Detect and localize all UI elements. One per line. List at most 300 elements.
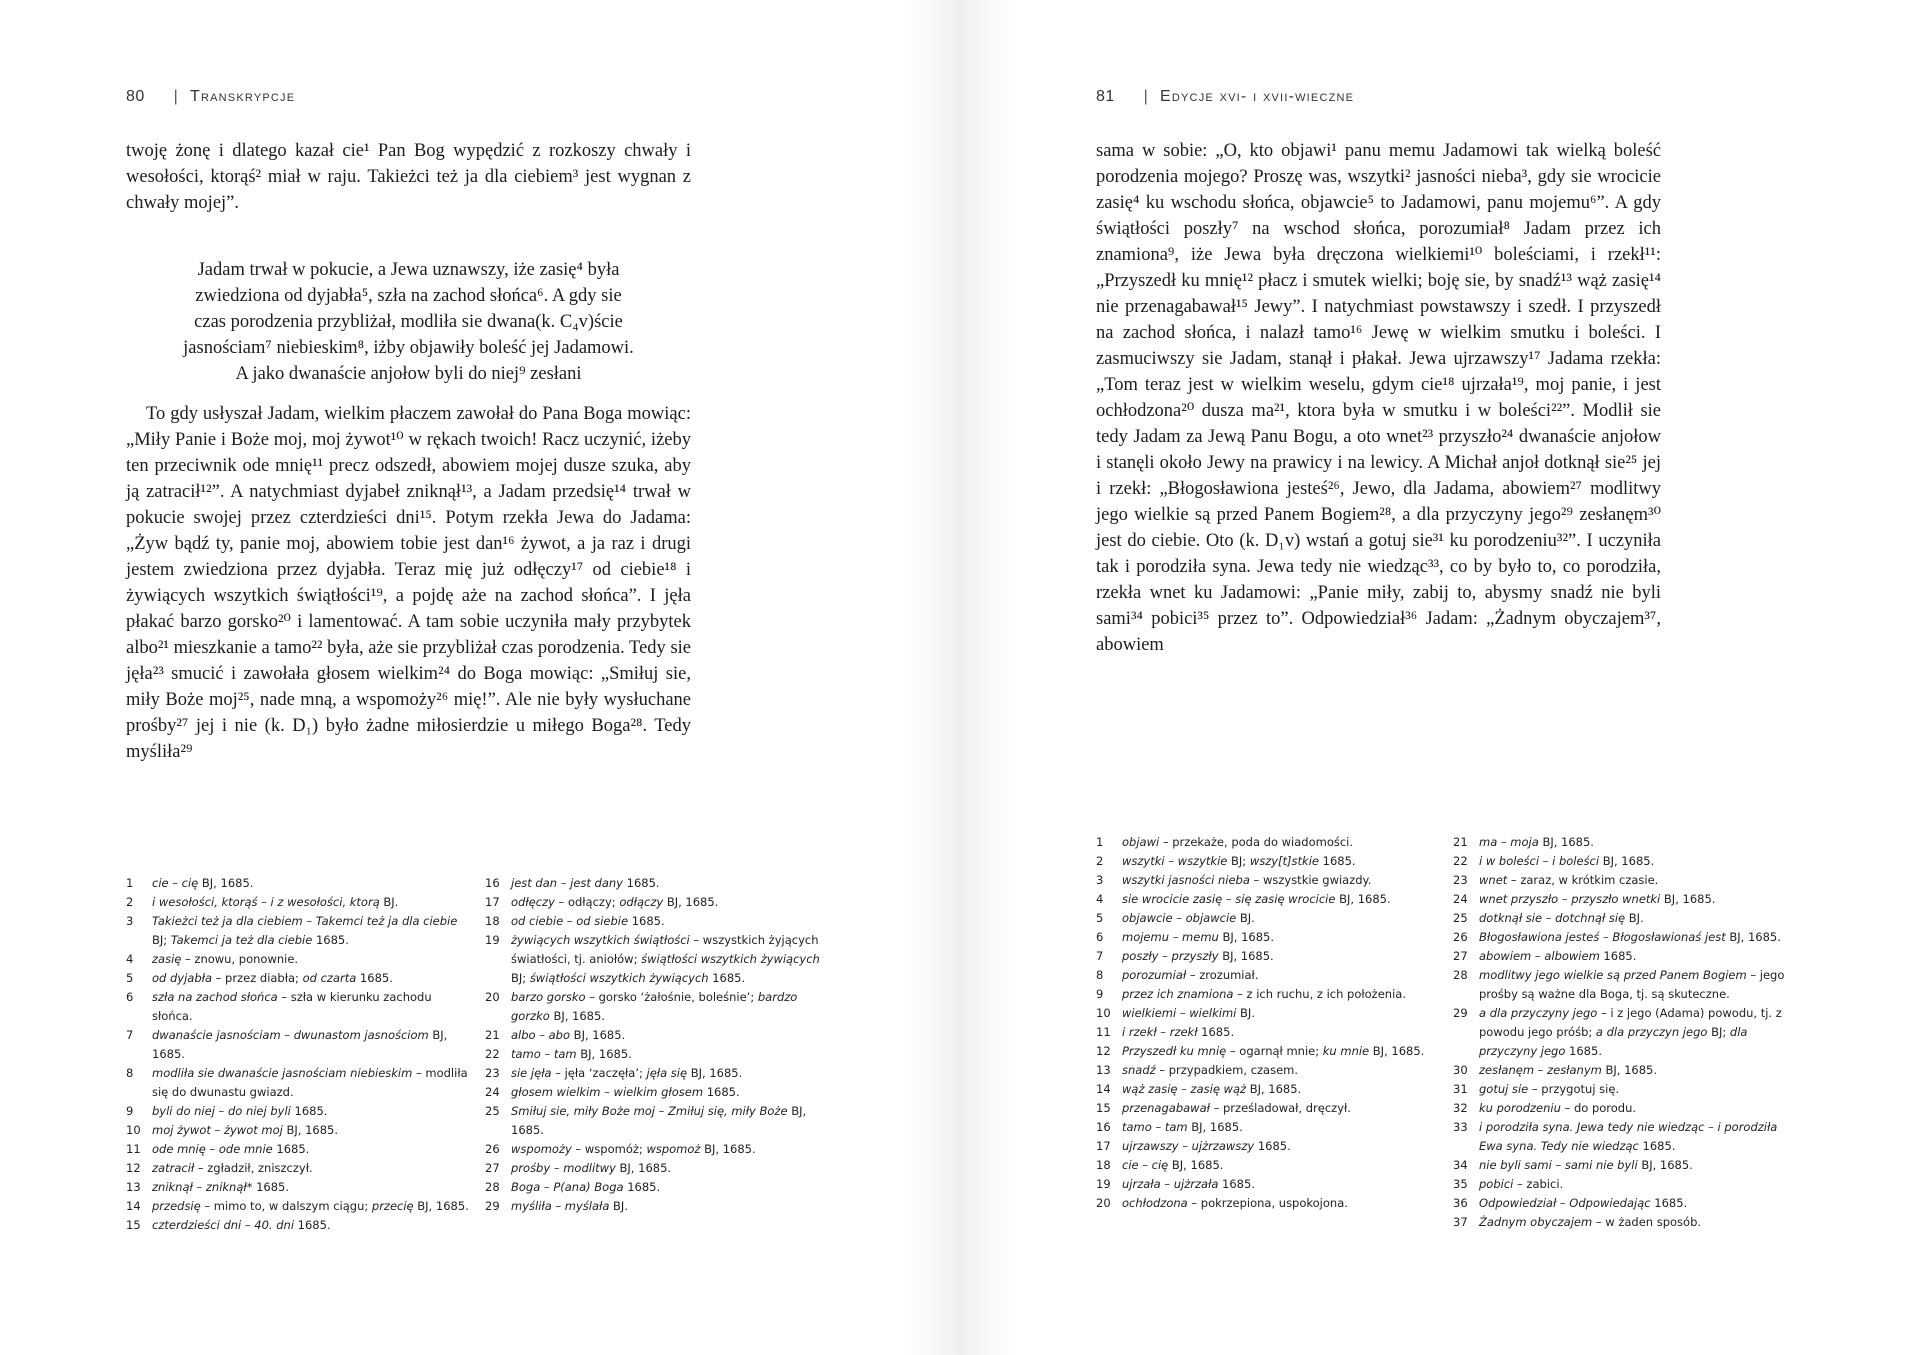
- footnote-lemma: ochłodzona: [1122, 1196, 1188, 1210]
- footnote-lemma: nie byli sami – sami nie byli: [1479, 1158, 1638, 1172]
- footnote-text: [1122, 1175, 1441, 1194]
- footnote-text: [152, 1102, 471, 1121]
- footnote-number: 15: [126, 1218, 141, 1232]
- footnote-gloss: – zaraz, w krótkim czasie.: [1507, 873, 1659, 887]
- footnote-gloss: 1685.: [1599, 949, 1637, 963]
- footnote-lemma: Odpowiedział – Odpowiedając: [1479, 1196, 1651, 1210]
- footnote-text: [1122, 1042, 1441, 1061]
- footnote: [1096, 871, 1441, 890]
- footnote-number: 23: [485, 1066, 500, 1080]
- footnote-gloss: 1685.: [1565, 1044, 1602, 1058]
- footnote: [1453, 909, 1803, 928]
- footnote: [1096, 1080, 1441, 1099]
- footnote-lemma: zniknął – zniknął*: [152, 1180, 253, 1194]
- footnote-lemma: barzo gorsko: [511, 990, 586, 1004]
- footnote-lemma: objawi: [1122, 835, 1160, 849]
- footnote-lemma: poszły – przyszły: [1122, 949, 1219, 963]
- footnote-number: 25: [1453, 911, 1468, 925]
- footnote: [485, 1064, 835, 1083]
- footnote-number: 19: [485, 933, 500, 947]
- footnote-number: 14: [126, 1199, 141, 1213]
- footnote-gloss: 1685.: [1197, 1025, 1235, 1039]
- left-footnotes-col-1: [126, 874, 471, 1235]
- footnote: [1453, 871, 1803, 890]
- verse-line: Jadam trwał w pokucie, a Jewa uznawszy, iże zasię⁴ była: [197, 260, 620, 280]
- footnote-gloss: – wszystkich żyjących światłości, tj. aniołów;: [511, 933, 819, 966]
- footnote-gloss: – modliła się do dwunastu gwiazd.: [152, 1066, 468, 1099]
- footnote-gloss: BJ, 1685.: [549, 1009, 605, 1023]
- footnote: [1453, 966, 1803, 1004]
- footnote-number: 3: [1096, 873, 1104, 887]
- footnote: [126, 1026, 471, 1064]
- footnote-gloss: BJ, 1685.: [413, 1199, 469, 1213]
- footnote-number: 20: [485, 990, 500, 1004]
- footnote-text: [1479, 871, 1803, 890]
- footnote-text: [1122, 890, 1441, 909]
- footnote-gloss: BJ.: [1236, 911, 1255, 925]
- footnote-gloss: – gorsko ‘żałośnie, boleśnie’;: [585, 990, 758, 1004]
- footnote-gloss: BJ, 1685.: [1168, 1158, 1224, 1172]
- footnote-text: [1122, 947, 1441, 966]
- footnote: [1453, 1194, 1803, 1213]
- footnote: [1096, 947, 1441, 966]
- footnote: [1096, 1175, 1441, 1194]
- footnote-lemma: szła na zachod słońca: [152, 990, 278, 1004]
- right-page: [960, 0, 1920, 1355]
- footnote-number: 7: [126, 1028, 134, 1042]
- footnote-lemma: ode mnię – ode mnie: [152, 1142, 273, 1156]
- footnote-text: [511, 1197, 835, 1216]
- footnote-number: 22: [485, 1047, 500, 1061]
- footnote-text: [1479, 947, 1803, 966]
- footnote-lemma: i wesołości, ktorąś – i z wesołości, ktorą: [152, 895, 380, 909]
- footnote-number: 3: [126, 914, 134, 928]
- footnote-text: [511, 893, 835, 912]
- footnote-lemma: ku porodzeniu: [1479, 1101, 1561, 1115]
- footnote-lemma: a dla przyczyn jego: [1595, 1025, 1708, 1039]
- footnote-lemma: wielkiemi – wielkimi: [1122, 1006, 1237, 1020]
- footnote: [1096, 833, 1441, 852]
- footnote-text: [1122, 1023, 1441, 1042]
- left-paragraph-2-text: To gdy usłyszał Jadam, wielkim płaczem zawołał do Pana Boga mowiąc: „Miły Panie i Boże moj, moj żywot¹⁰ w rękach twoich! Racz uczynić, iżeby ten przeciwnik ode mnię¹¹ precz odszedł, abowiem mojej dusze szuka, aby ją zatracił¹²”. A natychmiast dyjabeł zniknął¹³, a Jadam przedsię¹⁴ trwał w pokucie swojej przez czterdzieści dni¹⁵. Potym rzekła Jewa do Jadama: „Żyw bądź ty, panie moj, abowiem tobie jest dan¹⁶ żywot, a ja raz i drugi jestem zwiedziona przez dyjabła. Teraz mię już odłęczy¹⁷ od ciebie¹⁸ i żywiących wszytkich świątłości¹⁹, a pojdę aże na zachod słońca”. I jęła płakać barzo gorsko²⁰ i lamentować. A tam sobie uczyniła mały przybytek albo²¹ mieszkanie a tamo²² była, aże sie przybliżał czas porodzenia. Tedy sie jęła²³ smucić i zawołała głosem wielkim²⁴ do Boga mowiąc: „Smiłuj sie, miły Boże moj²⁵, nade mną, a wspomoży²⁶ mię!”. Ale nie były wysłuchane prośby²⁷ jej i nie (k. D₁) było żadne miłosierdzie u miłego Boga²⁸. Tedy myśliła²⁹: [126, 404, 691, 762]
- footnote-lemma: cie – cię: [152, 876, 199, 890]
- footnote-lemma: zasię: [152, 952, 182, 966]
- footnote-text: [152, 1197, 471, 1216]
- footnote-lemma: od dyjabła: [152, 971, 212, 985]
- footnote-gloss: 1685.: [1650, 1196, 1688, 1210]
- footnote-lemma: jest dan – jest dany: [511, 876, 623, 890]
- footnote-text: [511, 1102, 835, 1140]
- footnote: [1453, 947, 1803, 966]
- footnote-gloss: – odłączy;: [554, 895, 620, 909]
- footnote-number: 11: [1096, 1025, 1111, 1039]
- footnote-text: [1479, 1118, 1803, 1156]
- footnote-gloss: 1685.: [1318, 854, 1356, 868]
- verse-line: jasnościam⁷ niebieskim⁸, iżby objawiły boleść jej Jadamowi.: [183, 338, 634, 358]
- footnote-text: [511, 1159, 835, 1178]
- footnote-number: 8: [1096, 968, 1104, 982]
- footnote-lemma: moj żywot – żywot moj: [152, 1123, 283, 1137]
- footnote-lemma: sie wrocicie zasię – się zasię wrocicie: [1122, 892, 1336, 906]
- footnote-text: [1479, 966, 1803, 1004]
- footnote-text: [152, 1216, 471, 1235]
- footnote-gloss: – do porodu.: [1560, 1101, 1637, 1115]
- footnote-number: 27: [1453, 949, 1468, 963]
- footnote: [1096, 1137, 1441, 1156]
- footnote-gloss: BJ, 1685.: [687, 1066, 743, 1080]
- footnote-text: [1479, 928, 1803, 947]
- footnote-lemma: ma – moja: [1479, 835, 1539, 849]
- footnote-text: [1479, 1004, 1803, 1061]
- footnote-number: 27: [485, 1161, 500, 1175]
- footnote-gloss: BJ, 1685.: [1725, 930, 1781, 944]
- footnote-number: 29: [485, 1199, 500, 1213]
- footnote-text: [1479, 852, 1803, 871]
- left-paragraph-1: [126, 138, 691, 216]
- footnote-text: [1122, 985, 1441, 1004]
- right-footnotes-col-2: [1453, 833, 1803, 1232]
- footnote-gloss: 1685.: [628, 914, 665, 928]
- footnote: [1096, 1099, 1441, 1118]
- footnote-gloss: 1685.: [623, 876, 660, 890]
- footnote-number: 21: [1453, 835, 1468, 849]
- footnote-number: 28: [1453, 968, 1468, 982]
- footnote-lemma: wspomoży: [511, 1142, 572, 1156]
- footnote-text: [1122, 1137, 1441, 1156]
- footnote-number: 13: [1096, 1063, 1111, 1077]
- left-running-title: Transkrypcje: [190, 88, 296, 105]
- footnote-gloss: BJ, 1685.: [1599, 854, 1655, 868]
- footnote-lemma: odłączy: [619, 895, 664, 909]
- footnote-lemma: tamo – tam: [1122, 1120, 1188, 1134]
- footnote-lemma: od czarta: [302, 971, 357, 985]
- footnote-gloss: BJ.: [379, 895, 399, 909]
- footnote-gloss: BJ, 1685.: [152, 1028, 448, 1061]
- footnote-number: 7: [1096, 949, 1104, 963]
- footnote-number: 6: [126, 990, 134, 1004]
- footnote-text: [152, 1178, 471, 1197]
- footnote: [126, 1064, 471, 1102]
- left-verse-block: [126, 257, 691, 387]
- footnote-gloss: 1685.: [623, 1180, 661, 1194]
- verse-line: zwiedziona od dyjabła⁵, szła na zachod słońca⁶. A gdy sie: [195, 286, 622, 306]
- footnote: [126, 912, 471, 950]
- footnote-text: [1479, 1061, 1803, 1080]
- footnote-lemma: ujrzała – ujżrzała: [1122, 1177, 1219, 1191]
- footnote-number: 19: [1096, 1177, 1111, 1191]
- footnote: [485, 931, 835, 988]
- footnote-text: [1479, 1156, 1803, 1175]
- footnote-number: 11: [126, 1142, 141, 1156]
- footnote-gloss: 1685.: [1254, 1139, 1291, 1153]
- footnote: [126, 874, 471, 893]
- footnote-lemma: pobici: [1479, 1177, 1514, 1191]
- footnote-text: [1122, 1080, 1441, 1099]
- footnote-gloss: BJ, 1685.: [1660, 892, 1716, 906]
- footnote-gloss: BJ, 1685.: [570, 1028, 626, 1042]
- footnote-lemma: jęła się: [646, 1066, 688, 1080]
- footnote-lemma: wszytki – wszytkie: [1122, 854, 1228, 868]
- footnote-number: 31: [1453, 1082, 1468, 1096]
- footnote-gloss: BJ, 1685.: [615, 1161, 672, 1175]
- footnote-number: 18: [1096, 1158, 1111, 1172]
- footnote: [1096, 966, 1441, 985]
- footnote: [485, 1045, 835, 1064]
- footnote-text: [1479, 1194, 1803, 1213]
- left-paragraph-2: [126, 401, 691, 765]
- footnote-lemma: mojemu – memu: [1122, 930, 1219, 944]
- footnote-number: 23: [1453, 873, 1468, 887]
- footnote: [1096, 928, 1441, 947]
- footnote-lemma: modlitwy jego wielkie są przed Panem Bogiem: [1479, 968, 1747, 982]
- book-gutter-shadow: [905, 0, 1015, 1355]
- footnote-text: [1122, 1118, 1441, 1137]
- footnote-lemma: przenagabawał: [1122, 1101, 1210, 1115]
- footnote: [485, 1197, 835, 1216]
- footnote: [485, 1102, 835, 1140]
- footnote: [126, 1178, 471, 1197]
- right-page-number: 81: [1096, 88, 1115, 105]
- footnote-lemma: i w boleści – i boleści: [1479, 854, 1600, 868]
- footnote-text: [1122, 833, 1441, 852]
- footnote-gloss: 1685.: [290, 1104, 328, 1118]
- verse-line: czas porodzenia przybliżał, modliła sie dwana(k. C₄v)ście: [194, 312, 623, 332]
- footnote-lemma: bardzo gorzko: [511, 990, 798, 1023]
- footnote-lemma: przecię: [371, 1199, 414, 1213]
- footnote-text: [152, 969, 471, 988]
- footnote-number: 6: [1096, 930, 1104, 944]
- footnote: [1453, 1080, 1803, 1099]
- footnote-gloss: 1685.: [703, 1085, 740, 1099]
- footnote-gloss: – prześladował, dręczył.: [1209, 1101, 1351, 1115]
- footnote: [1096, 1118, 1441, 1137]
- footnote-gloss: BJ, 1685.: [1601, 1063, 1657, 1077]
- footnote-number: 5: [1096, 911, 1104, 925]
- footnote: [126, 969, 471, 988]
- footnote-gloss: BJ, 1685.: [1538, 835, 1594, 849]
- footnote-text: [1122, 909, 1441, 928]
- footnote-gloss: BJ, 1685.: [576, 1047, 632, 1061]
- footnote-number: 26: [1453, 930, 1468, 944]
- footnote-text: [152, 1026, 471, 1064]
- footnote-text: [1122, 1004, 1441, 1023]
- footnote-gloss: BJ;: [1227, 854, 1250, 868]
- footnote: [126, 1102, 471, 1121]
- footnote-text: [1122, 1099, 1441, 1118]
- footnote-text: [152, 1140, 471, 1159]
- footnote-lemma: porozumiał: [1122, 968, 1187, 982]
- footnote-lemma: odłęczy: [511, 895, 555, 909]
- footnote-gloss: BJ, 1685.: [1335, 892, 1391, 906]
- right-paragraph: [1096, 138, 1661, 658]
- footnote-text: [152, 893, 471, 912]
- footnote-number: 9: [1096, 987, 1104, 1001]
- footnote: [1096, 909, 1441, 928]
- footnote-gloss: – przekaże, poda do wiadomości.: [1159, 835, 1354, 849]
- footnote-text: [1479, 1080, 1803, 1099]
- footnote-gloss: BJ, 1685.: [1218, 949, 1274, 963]
- footnote-lemma: wąż zasię – zasię wąż: [1122, 1082, 1247, 1096]
- footnote-lemma: Żadnym obyczajem: [1479, 1215, 1593, 1229]
- footnote-gloss: 1685.: [1638, 1139, 1676, 1153]
- footnote-lemma: modliła sie dwanaście jasnościam niebieskim: [152, 1066, 413, 1080]
- footnote-text: [511, 988, 835, 1026]
- footnote: [126, 893, 471, 912]
- footnote-text: [511, 1178, 835, 1197]
- footnote-number: 10: [126, 1123, 141, 1137]
- footnote-gloss: 1685.: [252, 1180, 290, 1194]
- footnote-text: [1479, 909, 1803, 928]
- footnote-number: 21: [485, 1028, 500, 1042]
- footnote-gloss: BJ, 1685.: [663, 895, 719, 909]
- footnote-text: [152, 912, 471, 950]
- footnote-text: [1122, 1194, 1441, 1213]
- footnote-gloss: – szła w kierunku zachodu słońca.: [152, 990, 432, 1023]
- footnote: [126, 1216, 471, 1235]
- footnote-number: 28: [485, 1180, 500, 1194]
- footnote-lemma: cie – cię: [1122, 1158, 1169, 1172]
- footnote: [485, 988, 835, 1026]
- footnote-number: 22: [1453, 854, 1468, 868]
- footnote-gloss: 1685.: [312, 933, 349, 947]
- footnote-number: 30: [1453, 1063, 1468, 1077]
- footnote-lemma: zatracił: [152, 1161, 195, 1175]
- left-paragraph-1-text: twoję żonę i dlatego kazał cie¹ Pan Bog wypędzić z rozkoszy chwały i wesołości, ktorąś² miał w raju. Takieżci też ja dla ciebiem³ jest wygnan z chwały mojej”.: [126, 141, 691, 213]
- footnote-text: [1122, 928, 1441, 947]
- footnote-gloss: BJ;: [511, 971, 530, 985]
- footnote-lemma: ku mnie: [1322, 1044, 1370, 1058]
- footnote: [1096, 985, 1441, 1004]
- running-head-separator: |: [173, 88, 179, 105]
- footnote-text: [152, 1064, 471, 1102]
- footnote-lemma: tamo – tam: [511, 1047, 577, 1061]
- footnote-lemma: abowiem – albowiem: [1479, 949, 1600, 963]
- footnote-gloss: BJ;: [1707, 1025, 1730, 1039]
- footnote-lemma: przez ich znamiona: [1122, 987, 1234, 1001]
- footnote: [1453, 852, 1803, 871]
- footnote: [126, 1197, 471, 1216]
- footnote: [485, 1178, 835, 1197]
- footnote-number: 1: [1096, 835, 1104, 849]
- footnote: [1453, 833, 1803, 852]
- footnote: [1453, 1213, 1803, 1232]
- footnote-lemma: żywiących wszytkich świątłości: [511, 933, 690, 947]
- footnote-lemma: snadź: [1122, 1063, 1156, 1077]
- footnote-number: 16: [485, 876, 500, 890]
- footnote-lemma: Boga – P(ana) Boga: [511, 1180, 624, 1194]
- footnote-lemma: Smiłuj sie, miły Boże moj – Zmiłuj się, miły Boże: [511, 1104, 788, 1118]
- footnote-gloss: BJ, 1685.: [198, 876, 254, 890]
- footnote-text: [152, 1159, 471, 1178]
- footnote-gloss: – ogarnął mnie;: [1226, 1044, 1323, 1058]
- footnote-number: 12: [126, 1161, 141, 1175]
- footnote-gloss: BJ, 1685.: [1637, 1158, 1693, 1172]
- footnote-gloss: BJ, 1685.: [1187, 1120, 1243, 1134]
- footnote-lemma: dla przyczyny jego: [1479, 1025, 1748, 1058]
- footnote-lemma: dotknął sie – dotchnął się: [1479, 911, 1626, 925]
- footnote: [1453, 1099, 1803, 1118]
- right-footnotes-col-1: [1096, 833, 1441, 1213]
- footnote-lemma: wszytki jasności nieba: [1122, 873, 1250, 887]
- footnote-number: 4: [126, 952, 134, 966]
- footnote-gloss: BJ.: [609, 1199, 628, 1213]
- footnote-text: [1479, 833, 1803, 852]
- footnote-number: 26: [485, 1142, 500, 1156]
- footnote: [1453, 1118, 1803, 1156]
- footnote: [1453, 1175, 1803, 1194]
- footnote: [126, 950, 471, 969]
- footnote-number: 33: [1453, 1120, 1468, 1134]
- running-head-separator: |: [1143, 88, 1149, 105]
- footnote: [1096, 890, 1441, 909]
- footnote-lemma: wnet: [1479, 873, 1508, 887]
- footnote-lemma: gotuj sie: [1479, 1082, 1529, 1096]
- footnote-number: 13: [126, 1180, 141, 1194]
- footnote: [126, 988, 471, 1026]
- footnote-lemma: wszy[t]stkie: [1249, 854, 1319, 868]
- footnote-gloss: BJ, 1685.: [1246, 1082, 1302, 1096]
- footnote-text: [152, 1121, 471, 1140]
- footnote-number: 20: [1096, 1196, 1111, 1210]
- footnote-number: 29: [1453, 1006, 1468, 1020]
- footnote-gloss: – znowu, ponownie.: [181, 952, 299, 966]
- footnote: [1453, 1061, 1803, 1080]
- footnote-lemma: i porodziła syna. Jewa tedy nie wiedząc – i porodziła Ewa syna. Tedy nie wiedząc: [1479, 1120, 1778, 1153]
- footnote: [1096, 1194, 1441, 1213]
- footnote-gloss: BJ, 1685.: [282, 1123, 338, 1137]
- footnote: [485, 912, 835, 931]
- left-footnotes-col-2: [485, 874, 835, 1216]
- footnote-number: 2: [1096, 854, 1104, 868]
- footnote: [485, 893, 835, 912]
- footnote: [1453, 890, 1803, 909]
- footnote-number: 25: [485, 1104, 500, 1118]
- footnote-number: 36: [1453, 1196, 1468, 1210]
- footnote-number: 14: [1096, 1082, 1111, 1096]
- footnote-gloss: – zrozumiał.: [1186, 968, 1259, 982]
- footnote-gloss: 1685.: [272, 1142, 310, 1156]
- footnote-lemma: dwanaście jasnościam – dwunastom jasnościom: [152, 1028, 429, 1042]
- footnote-lemma: objawcie – objawcie: [1122, 911, 1237, 925]
- footnote-number: 12: [1096, 1044, 1111, 1058]
- footnote-text: [511, 1083, 835, 1102]
- footnote-gloss: – jęła ‘zaczęła’;: [551, 1066, 647, 1080]
- footnote-lemma: Takemci ja też dla ciebie: [170, 933, 313, 947]
- footnote-lemma: byli do niej – do niej byli: [152, 1104, 291, 1118]
- right-running-head: [1096, 88, 1354, 106]
- footnote-gloss: – mimo to, w dalszym ciągu;: [200, 1199, 372, 1213]
- footnote-lemma: świątłości wszytkich żywiących: [529, 971, 709, 985]
- footnote-number: 17: [1096, 1139, 1111, 1153]
- footnote-number: 8: [126, 1066, 134, 1080]
- footnote-gloss: BJ.: [1236, 1006, 1255, 1020]
- footnote-text: [152, 988, 471, 1026]
- footnote-gloss: 1685.: [356, 971, 393, 985]
- footnote-lemma: czterdzieści dni – 40. dni: [152, 1218, 295, 1232]
- footnote-text: [1122, 1061, 1441, 1080]
- footnote-number: 5: [126, 971, 134, 985]
- footnote-lemma: wspomoż: [646, 1142, 701, 1156]
- footnote-lemma: i rzekł – rzekł: [1122, 1025, 1198, 1039]
- footnote-lemma: prośby – modlitwy: [511, 1161, 616, 1175]
- footnote-number: 4: [1096, 892, 1104, 906]
- footnote-number: 10: [1096, 1006, 1111, 1020]
- footnote-gloss: – z ich ruchu, z ich położenia.: [1233, 987, 1406, 1001]
- footnote-lemma: ujrzawszy – ujżrzawszy: [1122, 1139, 1255, 1153]
- footnote-number: 1: [126, 876, 134, 890]
- footnote: [126, 1121, 471, 1140]
- footnote-text: [1122, 852, 1441, 871]
